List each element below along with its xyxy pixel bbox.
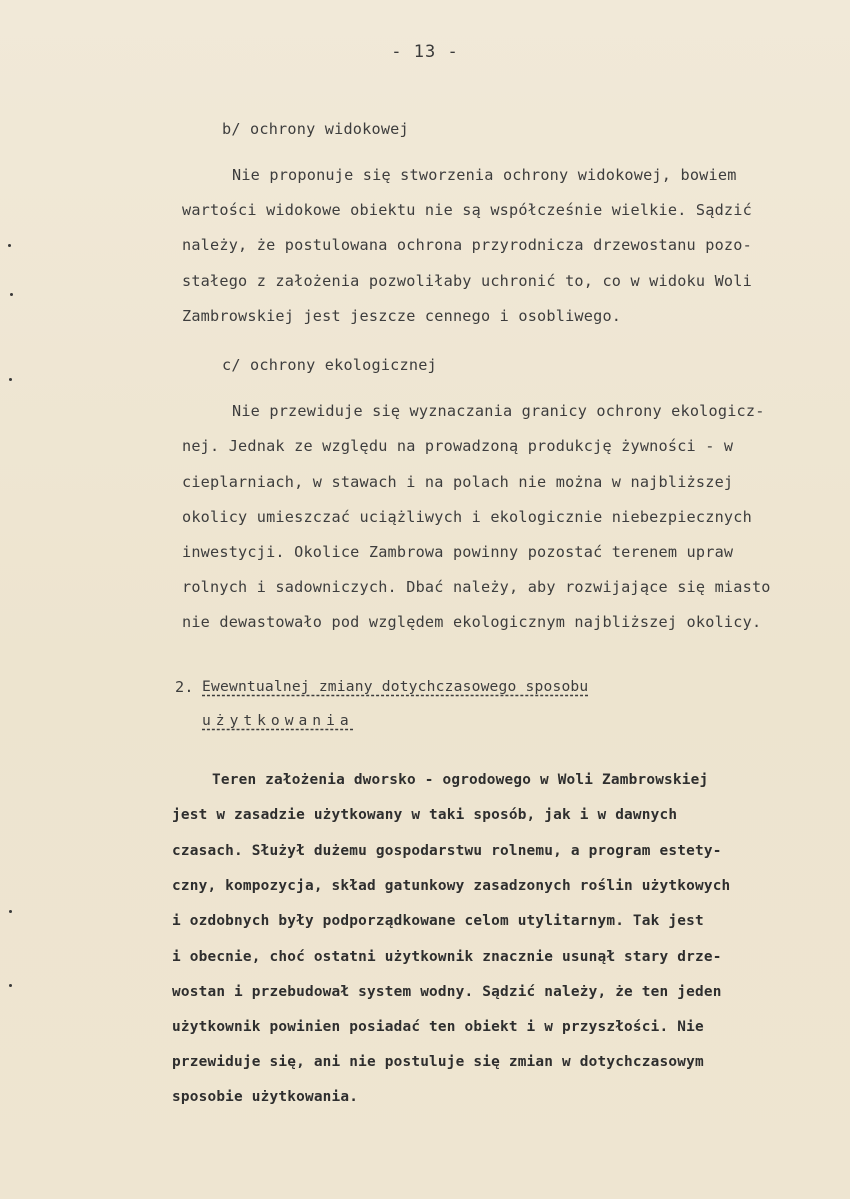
section-c-line: nej. Jednak ze względu na prowadzoną produkcję żywności - w xyxy=(182,437,734,455)
page-number: - 13 - xyxy=(391,42,459,62)
section-2-line: i obecnie, choć ostatni użytkownik znacznie usunął stary drze- xyxy=(172,949,722,965)
section-b-line: stałego z założenia pozwoliłaby uchronić to, co w widoku Woli xyxy=(182,272,752,290)
section-2-heading-line-2: użytkowania xyxy=(202,712,354,729)
section-c-heading: c/ ochrony ekologicznej xyxy=(222,356,437,374)
section-b-line: Zambrowskiej jest jeszcze cennego i osobliwego. xyxy=(182,307,622,325)
section-c-line: inwestycji. Okolice Zambrowa powinny pozostać terenem upraw xyxy=(182,543,734,561)
section-b-line: wartości widokowe obiektu nie są współcześnie wielkie. Sądzić xyxy=(182,201,752,219)
section-c-line: nie dewastowało pod względem ekologicznym najbliższej okolicy. xyxy=(182,613,762,631)
section-2-line: sposobie użytkowania. xyxy=(172,1089,359,1105)
section-c-line: cieplarniach, w stawach i na polach nie można w najbliższej xyxy=(182,473,734,491)
section-2-line: czny, kompozycja, skład gatunkowy zasadzonych roślin użytkowych xyxy=(172,878,731,894)
margin-mark xyxy=(9,378,12,381)
section-c-line: Nie przewiduje się wyznaczania granicy ochrony ekologicz- xyxy=(232,402,765,420)
section-b-line: Nie proponuje się stworzenia ochrony widokowej, bowiem xyxy=(232,166,737,184)
section-2-line: jest w zasadzie użytkowany w taki sposób, jak i w dawnych xyxy=(172,807,678,823)
section-2-line: przewiduje się, ani nie postuluje się zmian w dotychczasowym xyxy=(172,1054,704,1070)
section-2-heading-line-1: Ewewntualnej zmiany dotychczasowego sposobu xyxy=(202,678,589,695)
section-2-line: czasach. Służył dużemu gospodarstwu rolnemu, a program estety- xyxy=(172,843,722,859)
section-2-line: użytkownik powinien posiadać ten obiekt i w przyszłości. Nie xyxy=(172,1019,704,1035)
margin-mark xyxy=(9,984,12,987)
section-2-line: Teren założenia dworsko - ogrodowego w Woli Zambrowskiej xyxy=(212,772,709,788)
section-c-line: rolnych i sadowniczych. Dbać należy, aby rozwijające się miasto xyxy=(182,578,771,596)
section-2-line: i ozdobnych były podporządkowane celom utylitarnym. Tak jest xyxy=(172,913,704,929)
margin-mark xyxy=(8,244,11,247)
section-2-line: wostan i przebudował system wodny. Sądzić należy, że ten jeden xyxy=(172,984,722,1000)
section-b-heading: b/ ochrony widokowej xyxy=(222,120,409,138)
section-2-number: 2. xyxy=(175,678,194,696)
section-b-line: należy, że postulowana ochrona przyrodnicza drzewostanu pozo- xyxy=(182,236,752,254)
margin-mark xyxy=(10,293,13,296)
margin-mark xyxy=(9,910,12,913)
section-c-line: okolicy umieszczać uciążliwych i ekologicznie niebezpiecznych xyxy=(182,508,752,526)
